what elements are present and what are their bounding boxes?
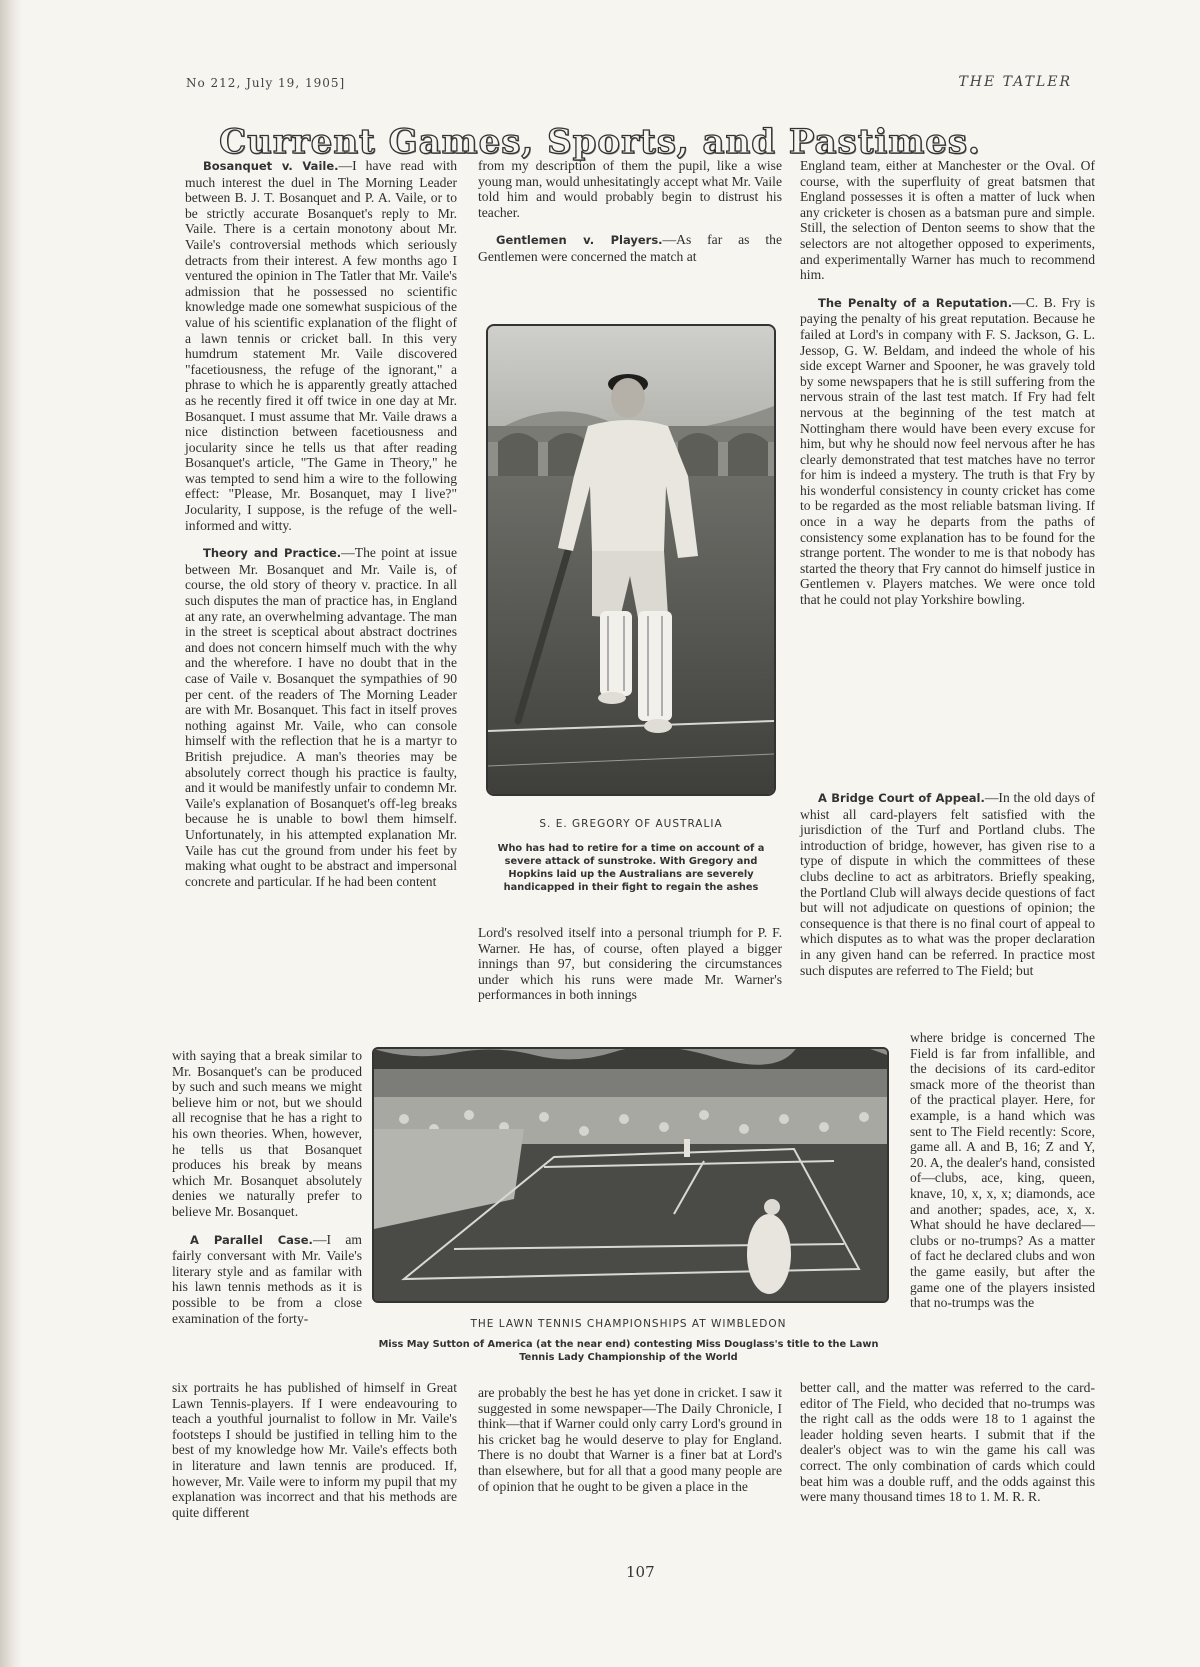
article-theory <box>185 545 457 889</box>
article-penalty <box>800 295 1095 608</box>
page-spine-shadow <box>0 0 22 1667</box>
page-title: Current Games, Sports, and Pastimes. <box>219 122 981 162</box>
page-number: 107 <box>626 1563 655 1581</box>
column-2-bottom <box>478 1385 782 1506</box>
photo-gregory <box>486 324 776 796</box>
author-signature: M. R. R. <box>993 1489 1041 1505</box>
article-lead: Theory and Practice. <box>203 546 342 561</box>
issue-header: No 212, July 19, 1905] <box>186 76 346 90</box>
article-text: —I have read with much interest the duel in The Morning Leader between B. J. T. Bosanquet and P. A. Vaile, or to be strictly accurate Bosanquet's reply to Mr. Vaile. There is a certain monotony about Mr. Vaile's controversial methods which seriously detracts from their interest. A few months ago I ventured the opinion in The Tatler that Mr. Vaile's admission that he possessed no scientific knowledge made one somewhat suspicious of the value of his scientific explanation of the flight of a lawn tennis or cricket ball. In this very humdrum statement Mr. Vaile discovered "facetiousness, the refuge of the ignorant," a phrase to which he is apparently greatly attached as he recently fired it off twice in one day at Mr. Bosanquet. I must assume that Mr. Vaile draws a nice distinction between facetiousness and jocularity since he tells us that after reading Bosanquet's article, "The Game in Theory," he was tempted to send him a wire to the following effect: "Please, Mr. Bosanquet, may I live?" Jocularity, I suppose, is the refuge of the well-informed and witty. <box>185 158 457 533</box>
column-1-continued <box>172 1048 362 1338</box>
caption-title-wimbledon: THE LAWN TENNIS CHAMPIONSHIPS AT WIMBLEDON <box>470 1318 787 1330</box>
article-bridge-end <box>800 1380 1095 1505</box>
article-text: —As far as the Gentlemen were concerned the match at <box>478 232 782 264</box>
article-text: —I am fairly conversant with Mr. Vaile's literary style and as familar with his lawn tennis methods as it is possible to be from a close examination of the forty- <box>172 1231 362 1326</box>
article-parallel-end: from my description of them the pupil, like a wise young man, would unhesitatingly accept what Mr. Vaile told him and would probably begin to distrust his teacher. <box>478 158 782 220</box>
column-3-bottom <box>800 1380 1095 1517</box>
column-1-bottom <box>172 1380 457 1532</box>
article-bridge-continued: where bridge is concerned The Field is far from infallible, and the decisions of its card-editor smack more of the theorist than of the practical player. Here, for example, is a hand which was sent to The Field recently: Score, game all. A and B, 16; Z and Y, 20. A, the dealer's hand, consisted of—clubs, ace, king, queen, knave, 10, x, x, x; diamonds, ace and another; spades, ace, x, x. What should he have declared—clubs or no-trumps? As a matter of fact he declared clubs and won the game easily, but after the game one of the players insisted that no-trumps was the <box>910 1030 1095 1311</box>
article-lead: A Bridge Court of Appeal. <box>818 791 985 805</box>
article-parallel <box>172 1232 362 1327</box>
article-bridge <box>800 790 1095 978</box>
column-3-bridge <box>800 790 1095 990</box>
column-2 <box>478 158 782 277</box>
article-lead: Bosanquet v. Vaile. <box>203 159 339 173</box>
article-text: —In the old days of whist all card-players felt satisfied with the jurisdiction of the Turf and Portland clubs. The introduction of bridge, however, has given rise to a type of dispute in which the committees of these clubs decline to act as arbitrators. Briefly speaking, the Portland Club will always decide questions of fact but will not adjudicate on questions of opinion; the consequence is that there is no final court of appeal to which disputes as to what was the proper declaration in any given hand can be referred. In practice most such disputes are referred to The Field; but <box>800 790 1095 978</box>
article-lead: A Parallel Case. <box>190 1232 313 1247</box>
article-gentlemen <box>478 232 782 264</box>
article-text: —The point at issue between Mr. Bosanquet and Mr. Vaile is, of course, the old story of theory v. practice. In all such disputes the man of practice has, in England at any rate, an overwhelming advantage. The man in the street is sceptical about abstract doctrines and does not concern himself much with the why and the wherefore. I have no doubt that in the case of Vaile v. Bosanquet the sympathies of 90 per cent. of the readers of The Morning Leader are with Mr. Bosanquet. This fact in itself proves nothing against Mr. Vaile, who can console himself with the reflection that he is a martyr to British prejudice. A man's theories may be absolutely correct though his practice is faulty, and it would be manifestly unfair to condemn Mr. Vaile's explanation of Bosanquet's off-leg breaks because he is unable to bowl them himself. Unfortunately, in his attempted explanation Mr. Vaile has cut the ground from under his feet by making what ought to be abstract and impersonal concrete and particular. If he had been content <box>185 545 457 889</box>
column-2-continued <box>478 925 782 1015</box>
article-bosanquet <box>185 158 457 533</box>
article-gentlemen-end: are probably the best he has yet done in cricket. I saw it suggested in some newspaper—The Daily Chronicle, I think—that if Warner could only carry Lord's ground in his cricket bag he would deserve to play for England. There is no doubt that Warner is a finer bat at Lord's than elsewhere, but for all that a good many people are of opinion that he ought to be given a place in the <box>478 1385 782 1494</box>
column-1 <box>185 158 457 901</box>
tennis-court-illustration <box>374 1049 887 1301</box>
article-lead: Gentlemen v. Players. <box>496 233 663 248</box>
magazine-name: THE TATLER <box>958 74 1072 90</box>
article-parallel-continued: six portraits he has published of himself in Great Lawn Tennis-players. If I were endeavouring to teach a youthful journalist to follow in Mr. Vaile's footsteps I should be justified in telling him to the best of my knowledge how Mr. Vaile's effects both in literature and lawn tennis are produced. If, however, Mr. Vaile were to inform my pupil that my explanation was incorrect and that his methods are quite different <box>172 1380 457 1520</box>
article-theory-continued: with saying that a break similar to Mr. Bosanquet's can be produced by such and such means we might believe him or not, but we should all recognise that he has a right to his own theories. When, however, he tells us that Bosanquet produces his break by means which Mr. Bosanquet absolutely denies we naturally prefer to believe Mr. Bosanquet. <box>172 1048 362 1219</box>
column-3-continued <box>910 1030 1095 1323</box>
caption-title-gregory: S. E. GREGORY OF AUSTRALIA <box>539 818 723 830</box>
column-3 <box>800 158 1095 620</box>
cricketer-illustration <box>488 326 774 794</box>
article-gentlemen-continued: Lord's resolved itself into a personal triumph for P. F. Warner. He has, of course, often played a bigger innings than 97, but considering the circumstances under which his runs were made Mr. Warner's performances in both innings <box>478 925 782 1003</box>
article-lead: The Penalty of a Reputation. <box>818 295 1013 310</box>
article-gentlemen-col3: England team, either at Manchester or the Oval. Of course, with the superfluity of great batsmen that England possesses it is often a matter of luck when any cricketer is chosen as a batsman pure and simple. Still, the selection of Denton seems to show that the selectors are not altogether opposed to experiments, and experimentally Warner has much to recommend him. <box>800 158 1095 283</box>
caption-body-wimbledon: Miss May Sutton of America (at the near end) contesting Miss Douglass's title to the Lawn Tennis Lady Championship of the World <box>378 1339 879 1363</box>
article-text: better call, and the matter was referred to the card-editor of The Field, who decided that no-trumps was the right call as the odds were 18 to 1 against the leader holding seven hearts. I submit that if the dealer's object was to win the game his call was correct. The only combination of cards which could beat him was a double ruff, and the odds against this were many thousand times 18 to 1. <box>800 1380 1095 1505</box>
caption-body-gregory: Who has had to retire for a time on account of a severe attack of sunstroke. With Gregory and Hopkins laid up the Australians are severely handicapped in their fight to regain the ashes <box>497 843 765 893</box>
article-text: —C. B. Fry is paying the penalty of his great reputation. Because he failed at Lord's in company with F. S. Jackson, G. L. Jessop, G. W. Beldam, and indeed the whole of his side except Warner and Spooner, he was gravely told by some newspapers that he is still suffering from the nervous strain of the last test match. If Fry had felt nervous at the beginning of the test match at Nottingham there would have been every excuse for him, but why he should now feel nervous after he has clearly demonstrated that test matches have no terror for him is indeed a mystery. The truth is that Fry by his wonderful consistency in county cricket has come to be regarded as the most reliable batsman living. If once in a way he departs from the paths of consistency some explanation has to be found for the strange portent. The wonder to me is that nobody has started the theory that Fry cannot do himself justice in Gentlemen v. Players matches. We were once told that he could not play Yorkshire bowling. <box>800 294 1095 608</box>
photo-wimbledon <box>372 1047 889 1303</box>
